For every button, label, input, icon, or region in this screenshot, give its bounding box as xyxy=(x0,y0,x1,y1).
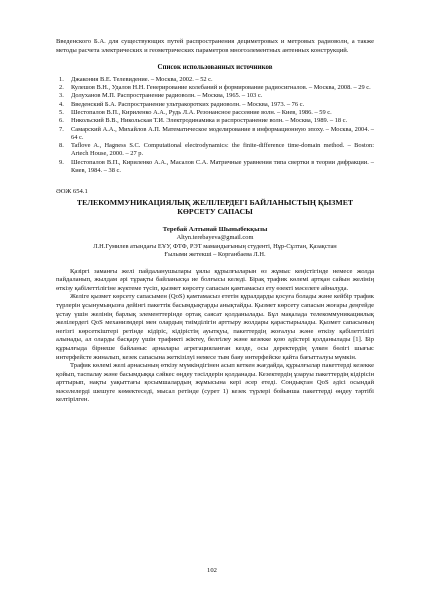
reference-item xyxy=(59,117,374,125)
body-paragraph: Трафик көлемі желі арнасының өткізу мүмкіндігінен асып кеткен жағдайда, құрылғылар пакеттерді кезекке қойып, таспалау және басымдыққа сәйкес өңдеу тәсілдерін қолданады. Кезектердің ұзаруы пакеттердің кідірісін арттырып, нақты уақыттағы қосымшалардың жұмысына кері әсер етеді. Сондықтан QoS әдісі осындай мәселелерді шешуге көмектеседі, мысал ретінде (сурет 1) кезек түрлері бойынша пакеттерді өңдеу тәртібі келтірілген. xyxy=(56,362,374,404)
reference-number: 1. xyxy=(59,75,64,83)
reference-item xyxy=(59,125,374,143)
author-name: Теребай Алтынай Шыныбекқызы xyxy=(162,225,268,233)
intro-paragraph: Введенского Б.А. для существующих путей распространения дециметровых и метровых радиоволн, а также методы расчета электрических и геометрических параметров многоэлементных антенных конструкций. xyxy=(56,38,374,54)
author-affiliation: Л.Н.Гумилев атындағы ЕҰУ, ФТФ, РЭТ мамандығының студенті, Нұр-Сұлтан, Қазақстан xyxy=(93,242,337,250)
udc-code: ӘОЖ 654.1 xyxy=(56,188,88,196)
reference-item xyxy=(59,142,374,159)
reference-number: 9. xyxy=(59,158,64,166)
reference-number: 5. xyxy=(59,108,64,116)
references-title: Список использованных источников xyxy=(157,64,273,72)
reference-item xyxy=(59,92,374,100)
reference-text: Введенский Б.А. Распространение ультракоротких радиоволн. – Москва, 1973. – 76 с. xyxy=(71,100,305,108)
reference-text: Джакония В.Е. Телевидение. – Москва, 2002. – 52 с. xyxy=(71,75,213,83)
reference-text: Шестопалов В.П., Кириленко А.А., Масалов С.А. Матричные уравнения типа свертки в теории дифракции. – Киев, 1984. – 38 с. xyxy=(71,158,374,175)
reference-number: 7. xyxy=(59,125,64,133)
reference-text: Кулешов В.Н., Удалов Н.Н. Генерирование колебаний и формирование радиосигналов. – Москва, 2008. – 29 с. xyxy=(71,84,371,92)
body-paragraph: Қазіргі заманғы желі пайдаланушылары ұялы құрылғыларын өз жұмыс кеңістігінде немесе жолда пайдаланып, жылдам әрі тұрақты байланысқа ие болғысы келеді. Бірақ трафик көлемі артқан сайын желінің өткізу қабілеттілігіне жүктеме түсіп, қызмет көрсету сапасын қамтамасыз ету өзекті мәселеге айналуда. xyxy=(56,267,374,292)
references-list xyxy=(56,76,374,176)
reference-item xyxy=(59,158,374,176)
reference-text: Долуханов М.П. Распространение радиоволн. – Москва, 1965. – 103 с. xyxy=(71,92,263,100)
body-paragraph: Желіге қызмет көрсету сапасымен (QoS) қамтамасыз ететін құралдарды қосуға болады және кейбір трафик түрлерін ұсынумыңызға дейінгі пакеттік басымдықтарды анықтайды. Қызмет көрсету сапасын жоғары деңгейде ұстау үшін желінің барлық элементтерінде ортақ саясат қолданылады. Бұл мақалада телекоммуникациялық желілердегі QoS механизмдері мен олардың тиімділігін арттыру жолдары қарастырылады. Қызмет сапасының негізгі көрсеткіштері ретінде кідіріс, кідірістің ауытқуы, пакеттердің жоғалуы және өткізу қабілеттілігі алынады, ал оларды басқару үшін трафикті жіктеу, белгілеу және кезекке қою әдістері қолданылады [1]. Бір құрылғыда бірнеше байланыс арналары агрегацияланған кезде, осы деректердің үлкен бөлігі шығыс интерфейсте жиналып, кезек сапасына жеткізілуі немесе тым баяу интерфейске қайта бағытталуы мүмкін. xyxy=(56,293,374,361)
reference-text: Никольский В.В., Никольская Т.И. Электродинамика и распространение волн. – Москва, 1989. – 18 с. xyxy=(71,117,348,125)
supervisor-line: Ғылыми жетекші – Корганбаева Л.Н. xyxy=(164,251,266,259)
reference-item xyxy=(59,100,374,109)
author-email: Altyn.terebayeva@gmail.com xyxy=(176,234,254,242)
reference-text: Самарский А.А., Михайлов А.П. Математическое моделирование в информационную эпоху. – Москва, 2004. – 64 с. xyxy=(71,125,374,141)
reference-item xyxy=(59,75,374,84)
reference-item xyxy=(59,84,374,92)
article-title: ТЕЛЕКОММУНИКАЦИЯЛЫҚ ЖЕЛІЛЕРДЕГІ БАЙЛАНЫСТЫҢ ҚЫЗМЕТ КӨРСЕТУ САПАСЫ xyxy=(76,197,354,217)
reference-number: 6. xyxy=(59,117,64,125)
page-number: 102 xyxy=(207,567,217,574)
reference-item xyxy=(59,108,374,117)
reference-text: Taflove A., Hagness S.C. Computational electrodynamics: the finite-difference time-domain method. – Boston: Artech House, 2000. – 27 p. xyxy=(71,142,374,158)
article-body xyxy=(56,268,374,406)
reference-number: 8. xyxy=(59,142,64,150)
reference-number: 2. xyxy=(59,84,64,92)
reference-text: Шестопалов В.П., Кириленко А.А., Рудь Л.А. Резонансное рассеяние волн. – Киев, 1986. – 59 с. xyxy=(71,108,332,116)
reference-number: 3. xyxy=(59,92,64,100)
reference-number: 4. xyxy=(59,100,64,108)
